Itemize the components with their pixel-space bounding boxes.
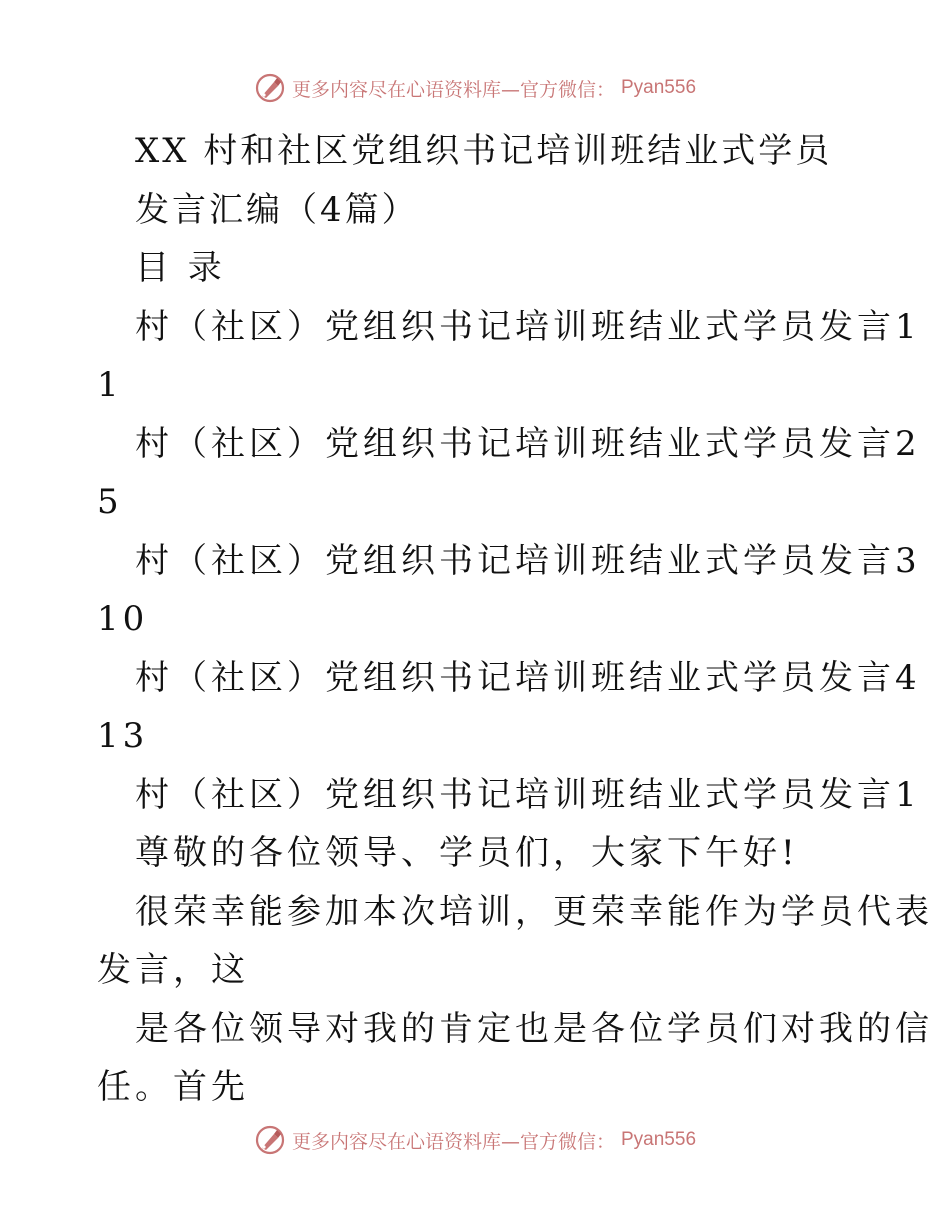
toc-entry-index: 3: [895, 540, 921, 581]
toc-entry-page: 5: [97, 482, 123, 522]
paragraph-1-line-1: 很荣幸能参加本次培训，更荣幸能作为学员代表: [135, 891, 933, 932]
toc-entry-4[interactable]: [97, 649, 921, 708]
watermark-footer: [0, 1124, 950, 1156]
watermark-wechat-id: Pyan556: [621, 1129, 697, 1150]
paragraph-2-line-2: 任。首先: [97, 1067, 249, 1107]
toc-entry-label: 村（社区）党组织书记培训班结业式学员发言: [135, 540, 895, 581]
toc-entry-page: 13: [97, 716, 149, 756]
section-heading-label: 村（社区）党组织书记培训班结业式学员发言: [135, 774, 895, 815]
toc-entry-index: 1: [895, 306, 921, 347]
watermark-text: 更多内容尽在心语资料库—官方微信：: [291, 1130, 615, 1153]
paragraph-1-line-2: 发言，这: [97, 950, 249, 990]
document-title-line-2: 发言汇编（4篇）: [135, 189, 419, 230]
pen-logo-icon: [254, 72, 286, 104]
toc-entry-2[interactable]: [97, 415, 921, 474]
section-heading-index: 1: [895, 774, 921, 815]
toc-entry-label: 村（社区）党组织书记培训班结业式学员发言: [135, 306, 895, 347]
watermark-text: 更多内容尽在心语资料库—官方微信：: [291, 78, 615, 101]
toc-heading: 目 录: [135, 248, 226, 288]
toc-entry-index: 2: [895, 423, 921, 464]
document-body: [97, 122, 933, 1117]
toc-entry-page: 1: [97, 365, 123, 405]
pen-logo-icon: [254, 1124, 286, 1156]
toc-entry-label: 村（社区）党组织书记培训班结业式学员发言: [135, 657, 895, 698]
document-title-line-1: XX 村和社区党组织书记培训班结业式学员: [135, 131, 833, 171]
toc-entry-1[interactable]: [97, 298, 921, 357]
toc-entry-3[interactable]: [97, 532, 921, 591]
paragraph-2-line-1: 是各位领导对我的肯定也是各位学员们对我的信: [135, 1008, 933, 1049]
section-1-heading: [97, 766, 921, 825]
toc-entry-page: 10: [97, 599, 149, 639]
toc-entry-index: 4: [895, 657, 921, 698]
watermark-header: [0, 72, 950, 104]
greeting-paragraph: 尊敬的各位领导、学员们，大家下午好!: [135, 833, 799, 873]
toc-entry-label: 村（社区）党组织书记培训班结业式学员发言: [135, 423, 895, 464]
watermark-wechat-id: Pyan556: [621, 77, 697, 98]
